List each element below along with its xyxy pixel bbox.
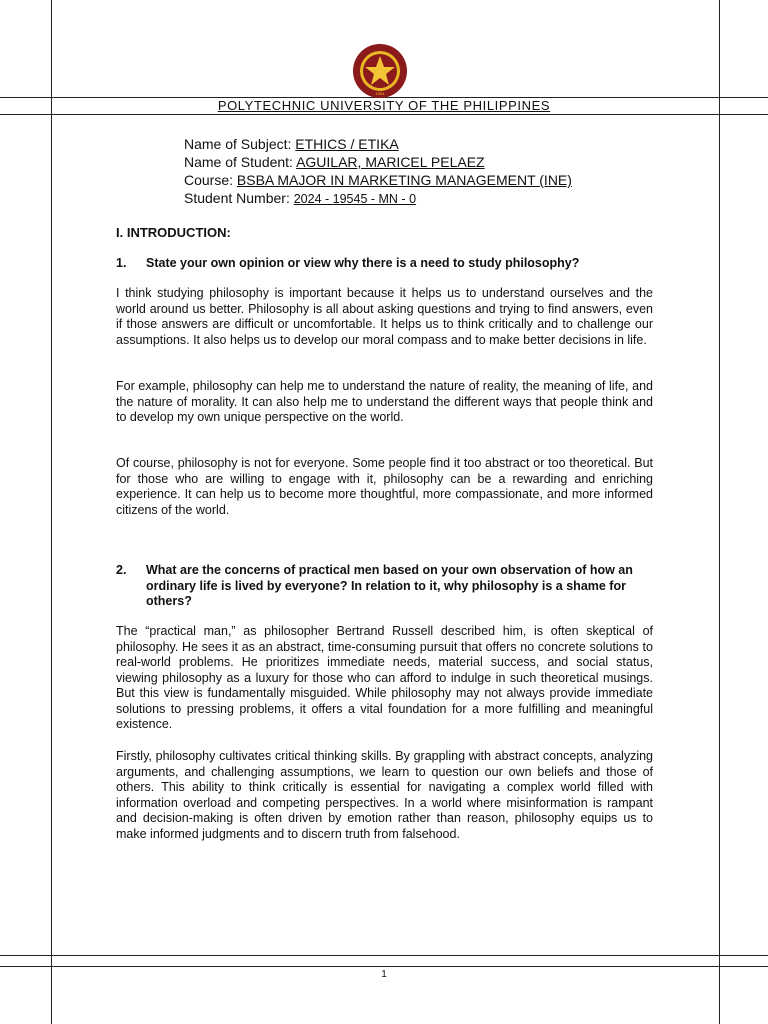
student-name-label: Name of Student: (184, 154, 293, 170)
course-value: BSBA MAJOR IN MARKETING MANAGEMENT (INE) (236, 172, 572, 188)
student-name-value: AGUILAR, MARICEL PELAEZ (296, 154, 485, 170)
university-seal-logo (352, 43, 408, 99)
student-number-value: 2024 - 19545 - MN - 0 (293, 192, 417, 206)
student-number-label: Student Number: (184, 190, 290, 206)
footer-rule-top (0, 955, 768, 956)
page-number: 1 (381, 969, 387, 980)
question-2-text: What are the concerns of practical men based on your own observation of how an ordinary life is lived by everyone? In relation to it, why philosophy is a shame for others? (146, 563, 633, 608)
student-number-row (184, 189, 572, 208)
student-info (184, 135, 572, 208)
right-border-line (719, 0, 720, 1024)
subject-label: Name of Subject: (184, 136, 292, 152)
q2-paragraph-1: The “practical man,” as philosopher Bertrand Russell described him, is often skeptical of philosophy. He sees it as an abstract, time-consuming pursuit that offers no concrete solutions to real-world problems. He prioritizes immediate needs, material success, and social status, viewing philosophy as a luxury for those who can afford to indulge in such theoretical musings. But this view is fundamentally misguided. While philosophy may not always provide immediate solutions to pressing problems, it offers a vital foundation for a more fulfilling and meaningful existence. (116, 624, 653, 731)
student-name-row (184, 153, 572, 171)
question-1 (116, 256, 653, 272)
subject-value: ETHICS / ETIKA (295, 136, 399, 152)
q2-paragraph-2: Firstly, philosophy cultivates critical thinking skills. By grappling with abstract concepts, analyzing arguments, and challenging assumptions, we learn to question our own beliefs and those of others. This ability to think critically is essential for navigating a complex world filled with information overload and competing perspectives. In a world where misinformation is rampant and decision-making is often driven by emotion rather than reason, philosophy equips us to make informed judgments and to discern truth from falsehood. (116, 749, 653, 841)
course-row (184, 171, 572, 189)
subject-row (184, 135, 572, 153)
question-1-number: 1. (116, 256, 127, 270)
question-2-number: 2. (116, 563, 127, 577)
q1-paragraph-1: I think studying philosophy is important because it helps us to understand ourselves and the world around us better. Philosophy is all about asking questions and trying to find answers, even if those answers are difficult or uncomfortable. It helps us to think critically and to challenge our assumptions. It also helps us to develop our moral compass and to make better decisions in life. (116, 286, 653, 347)
university-name: POLYTECHNIC UNIVERSITY OF THE PHILIPPINES (217, 98, 551, 113)
header-rule-bottom (0, 114, 768, 115)
q1-paragraph-3: Of course, philosophy is not for everyone. Some people find it too abstract or too theoretical. But for those who are willing to engage with it, philosophy can be a rewarding and enriching experience. It can help us to become more thoughtful, more compassionate, and more informed citizens of the world. (116, 456, 653, 517)
question-1-text: State your own opinion or view why there is a need to study philosophy? (146, 256, 580, 270)
footer-rule-bottom (0, 966, 768, 967)
q1-paragraph-2: For example, philosophy can help me to understand the nature of reality, the meaning of life, and the nature of morality. It can also help me to understand the different ways that people think and to develop my own unique perspective on the world. (116, 379, 653, 424)
section-heading: I. INTRODUCTION: (116, 225, 231, 240)
seal-year: 1904 (375, 91, 385, 96)
question-2 (116, 563, 653, 610)
course-label: Course: (184, 172, 234, 188)
left-border-line (51, 0, 52, 1024)
